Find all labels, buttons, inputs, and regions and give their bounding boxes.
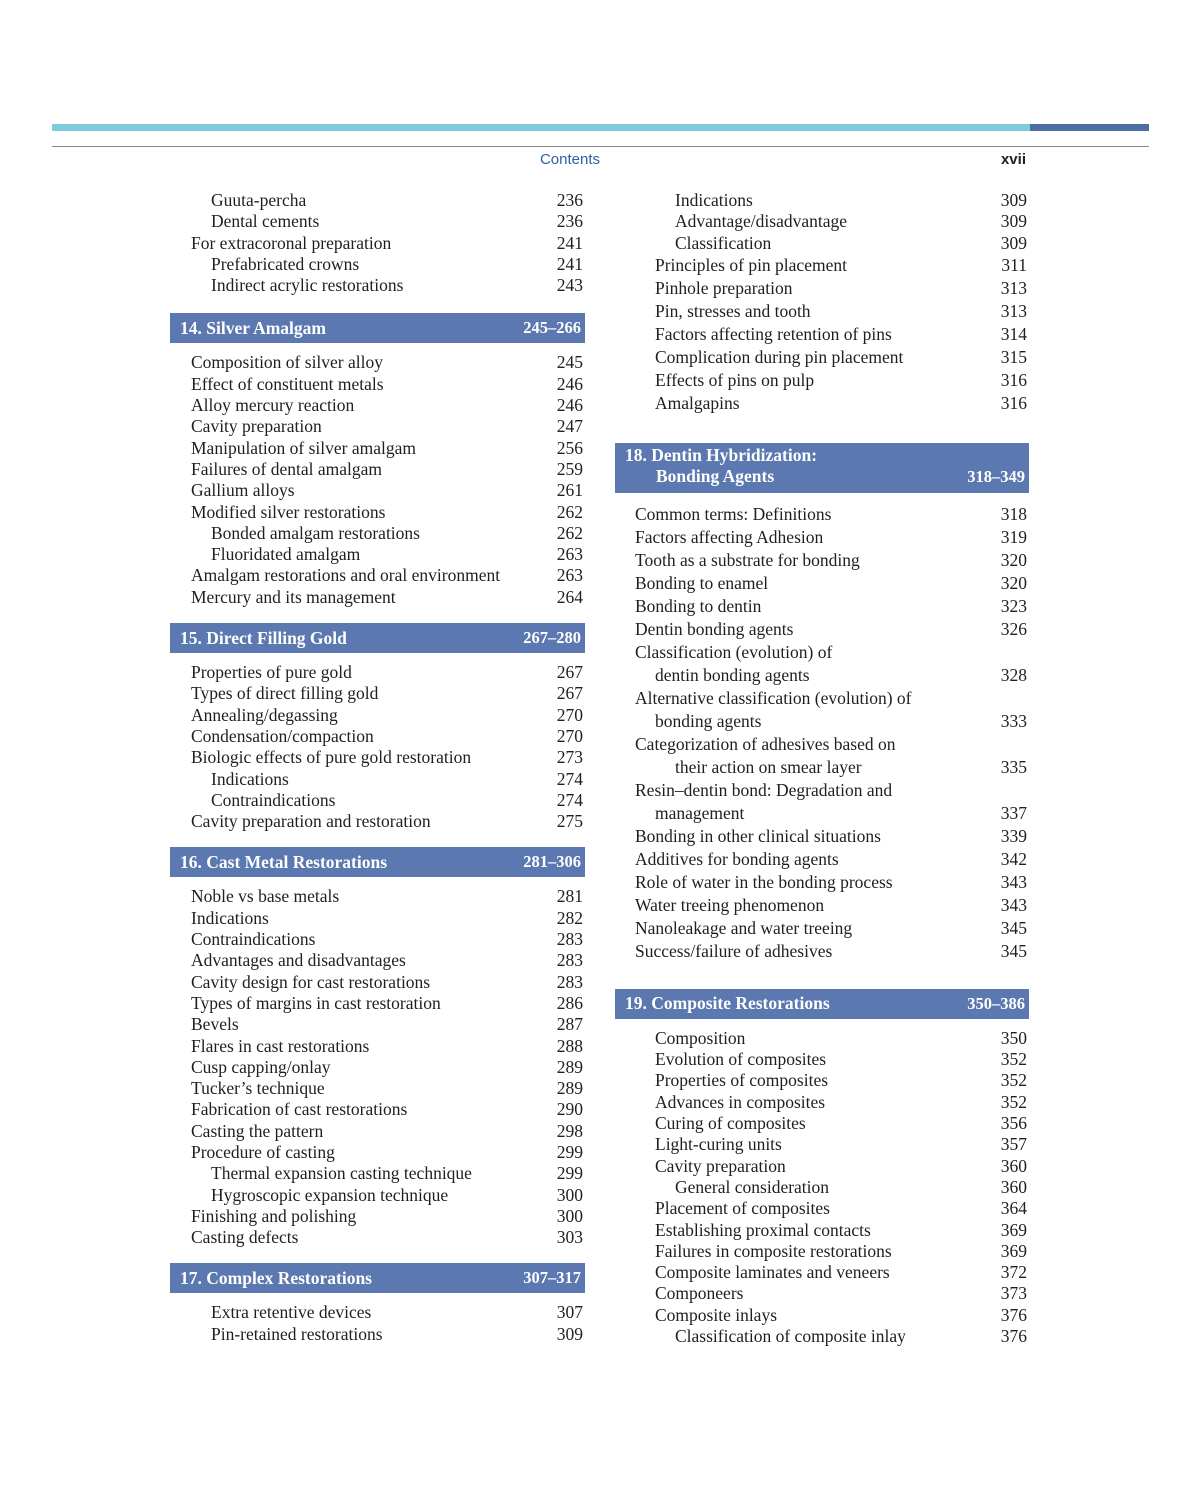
toc-entry: Cavity preparation 360 (655, 1155, 1027, 1176)
toc-entry: Composite inlays 376 (655, 1304, 1027, 1325)
toc-column-left (170, 190, 585, 1345)
toc-entry: Water treeing phenomenon 343 (635, 894, 1027, 915)
toc-entry: Types of direct filling gold 267 (191, 683, 583, 704)
chapter-heading-16: 16. Cast Metal Restorations 281–306 (170, 847, 585, 877)
toc-entry: Classification 309 (675, 232, 1027, 253)
toc-entry: Effects of pins on pulp 316 (655, 369, 1027, 390)
toc-entry: Curing of composites 356 (655, 1113, 1027, 1134)
toc-entry: Bonding to dentin 323 (635, 595, 1027, 616)
toc-entry: Procedure of casting 299 (191, 1141, 583, 1162)
toc-entry: Thermal expansion casting technique 299 (211, 1163, 583, 1184)
toc-entry: Indications 274 (211, 768, 583, 789)
toc-entry: Dentin bonding agents 326 (635, 618, 1027, 639)
toc-entry: Mercury and its management 264 (191, 586, 583, 607)
toc-entry: Dental cements 236 (211, 211, 583, 232)
toc-entry: Contraindications 274 (211, 789, 583, 810)
toc-entry: Casting defects 303 (191, 1227, 583, 1248)
chapter-heading-15: 15. Direct Filling Gold 267–280 (170, 623, 585, 653)
toc-entry: Modified silver restorations 262 (191, 501, 583, 522)
header-accent-bar (52, 124, 1030, 131)
toc-entry: Noble vs base metals 281 (191, 886, 583, 907)
toc-entry: Factors affecting retention of pins 314 (655, 323, 1027, 344)
toc-entry: Amalgam restorations and oral environment 263 (191, 565, 583, 586)
toc-entry: General consideration 360 (675, 1176, 1027, 1197)
toc-entry: Properties of composites 352 (655, 1070, 1027, 1091)
toc-entry: Resin–dentin bond: Degradation and management 337 (635, 779, 1027, 823)
chapter-heading-14: 14. Silver Amalgam 245–266 (170, 313, 585, 343)
toc-entry: Fabrication of cast restorations 290 (191, 1099, 583, 1120)
toc-entry: Placement of composites 364 (655, 1198, 1027, 1219)
toc-entry: Pin, stresses and tooth 313 (655, 300, 1027, 321)
header-accent-bar-dark (1030, 124, 1149, 131)
toc-entry: Advantages and disadvantages 283 (191, 950, 583, 971)
chapter-heading-17: 17. Complex Restorations 307–317 (170, 1263, 585, 1293)
toc-entry: Finishing and polishing 300 (191, 1205, 583, 1226)
header-rule (52, 146, 1149, 147)
toc-entry: Factors affecting Adhesion 319 (635, 526, 1027, 547)
toc-entry: Effect of constituent metals 246 (191, 373, 583, 394)
toc-column-right (615, 190, 1029, 1347)
toc-entry: Cusp capping/onlay 289 (191, 1056, 583, 1077)
toc-entry: Manipulation of silver amalgam 256 (191, 437, 583, 458)
toc-entry: Establishing proximal contacts 369 (655, 1219, 1027, 1240)
toc-entry: Amalgapins 316 (655, 392, 1027, 413)
toc-entry: Bonded amalgam restorations 262 (211, 522, 583, 543)
toc-entry: Bevels 287 (191, 1014, 583, 1035)
toc-entry: Fluoridated amalgam 263 (211, 544, 583, 565)
toc-entry: Indications 309 (675, 190, 1027, 210)
toc-entry: Gallium alloys 261 (191, 480, 583, 501)
chapter-heading-18: 18. Dentin Hybridization: Bonding Agents 318–349 (615, 443, 1029, 493)
toc-entry: Common terms: Definitions 318 (635, 503, 1027, 524)
toc-entry: Properties of pure gold 267 (191, 662, 583, 683)
toc-entry: Indications 282 (191, 907, 583, 928)
toc-entry: Tooth as a substrate for bonding 320 (635, 549, 1027, 570)
toc-entry: Bonding in other clinical situations 339 (635, 825, 1027, 846)
toc-entry: Extra retentive devices 307 (211, 1302, 583, 1323)
toc-entry: Flares in cast restorations 288 (191, 1035, 583, 1056)
toc-entry: Composite laminates and veneers 372 (655, 1262, 1027, 1283)
toc-entry: Tucker’s technique 289 (191, 1078, 583, 1099)
toc-entry: Alloy mercury reaction 246 (191, 395, 583, 416)
toc-entry: Failures of dental amalgam 259 (191, 458, 583, 479)
toc-entry: Complication during pin placement 315 (655, 346, 1027, 367)
toc-entry: Annealing/degassing 270 (191, 704, 583, 725)
toc-entry: Role of water in the bonding process 343 (635, 871, 1027, 892)
toc-entry: Cavity design for cast restorations 283 (191, 971, 583, 992)
page-number: xvii (1000, 151, 1026, 168)
toc-entry: Additives for bonding agents 342 (635, 848, 1027, 869)
toc-entry: Componeers 373 (655, 1283, 1027, 1304)
toc-entry: Pin-retained restorations 309 (211, 1323, 583, 1344)
running-head: Contents (539, 151, 601, 168)
toc-entry: Advances in composites 352 (655, 1091, 1027, 1112)
toc-entry: Light-curing units 357 (655, 1134, 1027, 1155)
toc-entry: Prefabricated crowns 241 (211, 253, 583, 274)
toc-entry: Composition of silver alloy 245 (191, 352, 583, 373)
toc-entry: Failures in composite restorations 369 (655, 1240, 1027, 1261)
toc-entry: Pinhole preparation 313 (655, 277, 1027, 298)
toc-entry: Classification of composite inlay 376 (675, 1326, 1027, 1347)
toc-entry: Alternative classification (evolution) of bonding agents 333 (635, 687, 1027, 731)
toc-entry: Success/failure of adhesives 345 (635, 940, 1027, 961)
toc-entry: Cavity preparation 247 (191, 416, 583, 437)
toc-entry: Types of margins in cast restoration 286 (191, 992, 583, 1013)
toc-entry: Guuta-percha 236 (211, 190, 583, 210)
toc-entry: Evolution of composites 352 (655, 1049, 1027, 1070)
toc-entry: Condensation/compaction 270 (191, 725, 583, 746)
toc-entry: Indirect acrylic restorations 243 (211, 275, 583, 296)
toc-entry: Casting the pattern 298 (191, 1120, 583, 1141)
toc-entry: Classification (evolution) of dentin bonding agents 328 (635, 641, 1027, 685)
toc-entry: Advantage/disadvantage 309 (675, 211, 1027, 232)
toc-entry: Nanoleakage and water treeing 345 (635, 917, 1027, 938)
toc-entry: Principles of pin placement 311 (655, 254, 1027, 275)
toc-entry: Contraindications 283 (191, 929, 583, 950)
toc-entry: Hygroscopic expansion technique 300 (211, 1184, 583, 1205)
toc-entry: Bonding to enamel 320 (635, 572, 1027, 593)
toc-entry: Composition 350 (655, 1027, 1027, 1048)
chapter-heading-19: 19. Composite Restorations 350–386 (615, 989, 1029, 1019)
toc-entry: Biologic effects of pure gold restoration 273 (191, 747, 583, 768)
toc-entry: For extracoronal preparation 241 (191, 232, 583, 253)
toc-entry: Cavity preparation and restoration 275 (191, 811, 583, 832)
toc-entry: Categorization of adhesives based on their action on smear layer 335 (635, 733, 1027, 777)
